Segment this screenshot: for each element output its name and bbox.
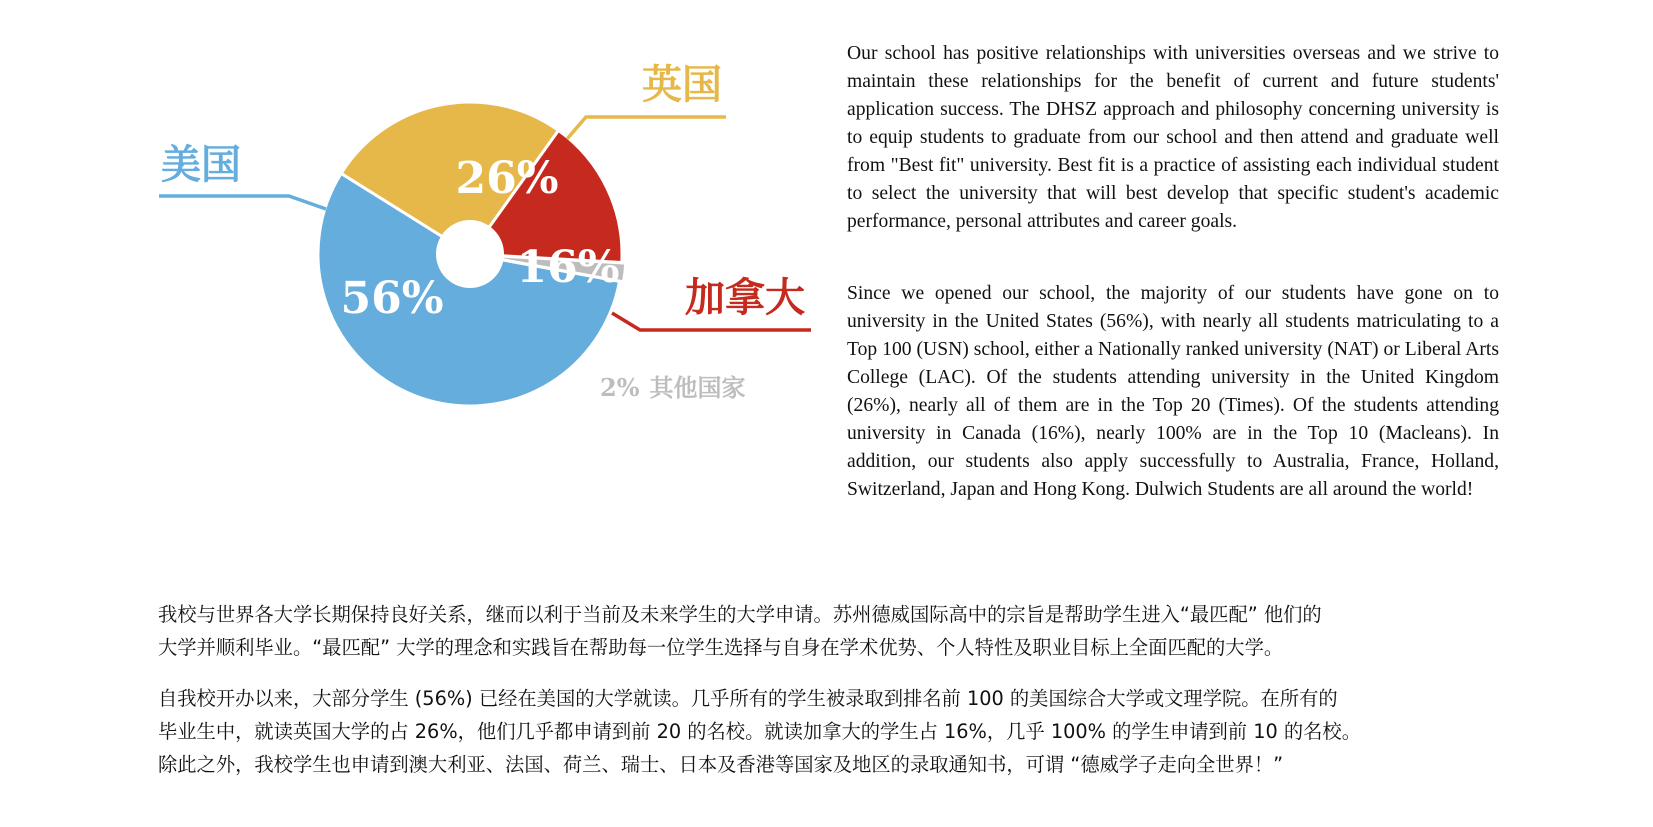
leader-line-uk xyxy=(567,117,726,139)
legend-label-usa: 美国 xyxy=(161,142,241,188)
chinese-paragraph-2-line-2: 毕业生中，就读英国大学的占 26%，他们几乎都申请到前 20 的名校。就读加拿大的学生占 16%，几乎 100% 的学生申请到前 10 的名校。 xyxy=(158,720,1361,743)
slice-label-usa: 56% xyxy=(340,273,444,324)
english-paragraph-2: Since we opened our school, the majority of our students have gone on to university in the United States (56%), with nearly all students matriculating to a Top 100 (USN) school, either a Nationally ranked university (NAT) or Liberal Arts College (LAC). Of the students attending university in the United Kingdom (26%), nearly all of them are in the Top 20 (Times). Of the students attending university in Canada (16%), nearly 100% are in the Top 10 (Macleans). In addition, our students also apply successfully to Australia, France, Holland, Switzerland, Japan and Hong Kong. Dulwich Students are all around the world! xyxy=(847,283,1499,500)
chinese-paragraph-1-line-2: 大学并顺利毕业。“最匹配” 大学的理念和实践旨在帮助每一位学生选择与自身在学术优势、个人特性及职业目标上全面匹配的大学。 xyxy=(158,636,1284,659)
chinese-paragraph-2 xyxy=(158,682,1503,781)
legend-other-name: 其他国家 xyxy=(649,374,746,402)
english-paragraph-1: Our school has positive relationships with universities overseas and we strive to maintain these relationships for the benefit of current and future students' application success. The DHSZ approach and philosophy concerning university is to equip students to graduate from our school and then attend and graduate well from "Best fit" university. Best fit is a practice of assisting each individual student to select the university that will best develop that specific student's academic performance, personal attributes and career goals. xyxy=(847,43,1499,232)
legend-label-other xyxy=(600,373,746,402)
legend-label-canada: 加拿大 xyxy=(685,275,805,321)
legend-other-pct: 2% xyxy=(600,373,640,402)
slice-label-uk: 26% xyxy=(455,153,559,204)
leader-line-usa xyxy=(159,196,326,209)
chinese-paragraph-1 xyxy=(158,598,1503,664)
chinese-paragraph-2-line-1: 自我校开办以来，大部分学生 (56%) 已经在美国的大学就读。几乎所有的学生被录取到排名前 100 的美国综合大学或文理学院。在所有的 xyxy=(158,687,1338,710)
slice-label-canada: 16% xyxy=(516,242,620,293)
legend-label-uk: 英国 xyxy=(642,62,722,108)
chinese-paragraph-1-line-1: 我校与世界各大学长期保持良好关系，继而以利于当前及未来学生的大学申请。苏州德威国际高中的宗旨是帮助学生进入“最匹配” 他们的 xyxy=(158,603,1322,626)
chinese-paragraph-2-line-3: 除此之外，我校学生也申请到澳大利亚、法国、荷兰、瑞士、日本及香港等国家及地区的录取通知书，可谓 “德威学子走向全世界！” xyxy=(158,753,1284,776)
donut-hole xyxy=(436,220,504,288)
